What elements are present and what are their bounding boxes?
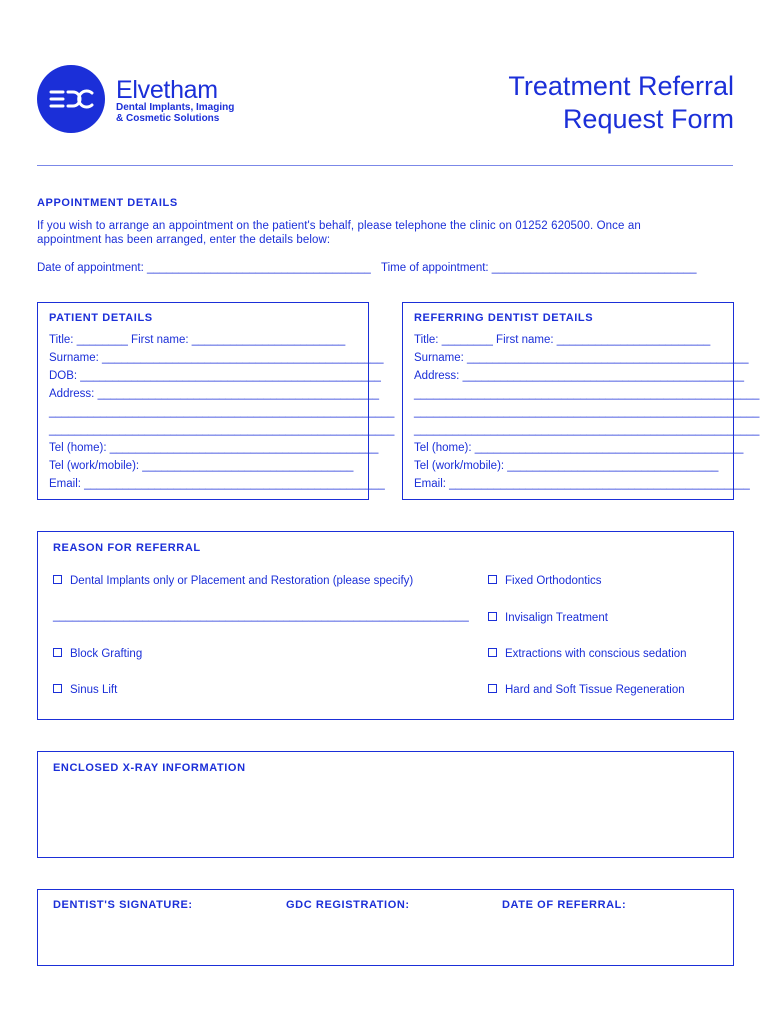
- patient-details-box: [37, 302, 395, 500]
- page-title-line-1: Treatment Referral: [508, 71, 734, 101]
- appointment-intro: [37, 219, 737, 247]
- patient-address-field[interactable]: Address: ____________________________________________: [49, 388, 379, 400]
- appointment-intro-line-2: appointment has been arranged, enter the details below:: [37, 234, 331, 246]
- patient-address-line-2[interactable]: ______________________________________________________: [49, 406, 395, 418]
- dentist-surname-field[interactable]: Surname: ____________________________________________: [414, 352, 749, 364]
- option-dental-implants[interactable]: [53, 575, 413, 587]
- checkbox-icon[interactable]: [488, 575, 497, 584]
- checkbox-icon[interactable]: [53, 575, 62, 584]
- patient-surname-field[interactable]: Surname: ____________________________________________: [49, 352, 384, 364]
- option-label: Block Grafting: [70, 648, 143, 660]
- xray-heading: ENCLOSED X-RAY INFORMATION: [53, 762, 246, 774]
- option-extractions-sedation[interactable]: [488, 648, 687, 660]
- logo-letters-icon: [37, 65, 105, 133]
- option-block-grafting[interactable]: [53, 648, 142, 660]
- option-label: Hard and Soft Tissue Regeneration: [505, 684, 685, 696]
- xray-info-box[interactable]: [37, 751, 734, 858]
- dentist-email-field[interactable]: Email: _______________________________________________: [414, 478, 750, 490]
- brand-tagline-line-2: & Cosmetic Solutions: [116, 113, 220, 124]
- page-title-line-2: Request Form: [562, 104, 734, 134]
- patient-dob-field[interactable]: DOB: _______________________________________________: [49, 370, 381, 382]
- appointment-time-field[interactable]: Time of appointment: ________________________________: [381, 262, 697, 274]
- option-label: Sinus Lift: [70, 684, 118, 696]
- patient-heading: PATIENT DETAILS: [49, 312, 153, 324]
- date-of-referral-label[interactable]: DATE OF REFERRAL:: [502, 899, 627, 911]
- option-invisalign[interactable]: [488, 612, 608, 624]
- header-divider: [37, 165, 733, 166]
- patient-tel-home-field[interactable]: Tel (home): __________________________________________: [49, 442, 379, 454]
- option-sinus-lift[interactable]: [53, 684, 117, 696]
- dentist-fields: [414, 331, 760, 493]
- dentist-details-box: [402, 302, 760, 500]
- dentist-address-line-3[interactable]: ______________________________________________________: [414, 406, 760, 418]
- patient-title-firstname-field[interactable]: Title: ________ First name: ________________________: [49, 334, 346, 346]
- gdc-registration-label[interactable]: GDC REGISTRATION:: [286, 899, 410, 911]
- dentist-title-firstname-field[interactable]: Title: ________ First name: ________________________: [414, 334, 711, 346]
- referral-reason-box: [37, 531, 734, 720]
- appointment-intro-line-1: If you wish to arrange an appointment on the patient's behalf, please telephone the clinic on 01252 620500. Once an: [37, 220, 641, 232]
- dentist-address-field[interactable]: Address: ____________________________________________: [414, 370, 744, 382]
- appointment-date-field[interactable]: Date of appointment: ___________________________________: [37, 262, 371, 274]
- patient-tel-mobile-field[interactable]: Tel (work/mobile): _________________________________: [49, 460, 354, 472]
- checkbox-icon[interactable]: [488, 612, 497, 621]
- brand-name: Elvetham: [116, 76, 218, 104]
- dentist-address-line-2[interactable]: ______________________________________________________: [414, 388, 760, 400]
- patient-address-line-3[interactable]: ______________________________________________________: [49, 424, 395, 436]
- dentist-address-line-4[interactable]: ______________________________________________________: [414, 424, 760, 436]
- brand-tagline-line-1: Dental Implants, Imaging: [116, 102, 235, 113]
- option-tissue-regeneration[interactable]: [488, 684, 685, 696]
- patient-email-field[interactable]: Email: _______________________________________________: [49, 478, 385, 490]
- referral-specify-field[interactable]: _________________________________________________________________: [53, 610, 469, 622]
- option-label: Dental Implants only or Placement and Restoration (please specify): [70, 575, 414, 587]
- checkbox-icon[interactable]: [488, 648, 497, 657]
- referral-heading: REASON FOR REFERRAL: [53, 542, 201, 554]
- checkbox-icon[interactable]: [53, 684, 62, 693]
- logo-mark: [37, 65, 105, 133]
- checkbox-icon[interactable]: [53, 648, 62, 657]
- dentist-tel-home-field[interactable]: Tel (home): __________________________________________: [414, 442, 744, 454]
- option-fixed-orthodontics[interactable]: [488, 575, 602, 587]
- page-title: [508, 70, 734, 136]
- signature-box: [37, 889, 734, 966]
- option-label: Extractions with conscious sedation: [505, 648, 687, 660]
- dentist-heading: REFERRING DENTIST DETAILS: [414, 312, 594, 324]
- dentist-signature-label[interactable]: DENTIST'S SIGNATURE:: [53, 899, 193, 911]
- appointment-heading: APPOINTMENT DETAILS: [37, 197, 178, 209]
- dentist-tel-mobile-field[interactable]: Tel (work/mobile): _________________________________: [414, 460, 719, 472]
- brand-tagline: [116, 102, 234, 124]
- option-label: Fixed Orthodontics: [505, 575, 602, 587]
- checkbox-icon[interactable]: [488, 684, 497, 693]
- patient-fields: [49, 331, 395, 493]
- option-label: Invisalign Treatment: [505, 612, 608, 624]
